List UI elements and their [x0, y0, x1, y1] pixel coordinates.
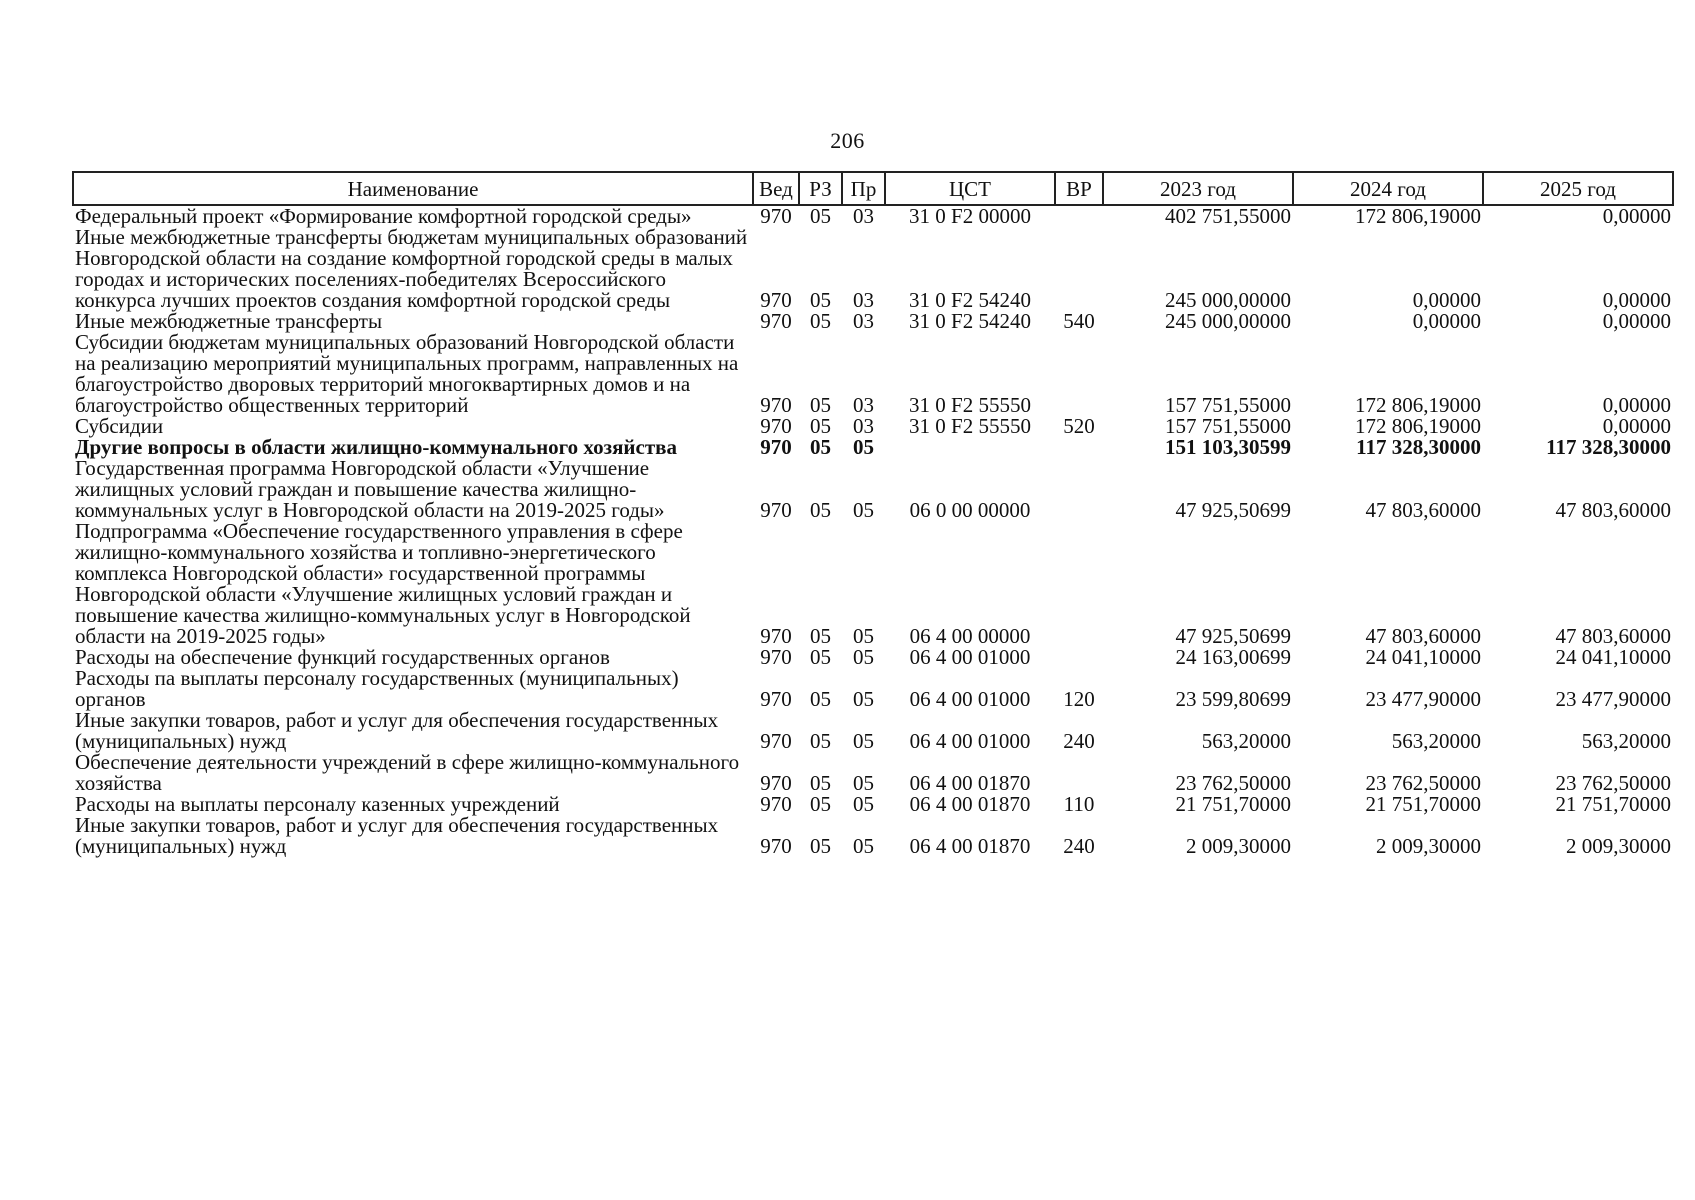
row-cst: 31 0 F2 00000 — [909, 204, 1031, 228]
row-vr — [1055, 332, 1103, 416]
row-pr: 03 — [853, 393, 874, 417]
table-row — [73, 752, 1673, 794]
row-amount-2023: 24 163,00699 — [1175, 645, 1291, 669]
row-amount-2025: 21 751,70000 — [1555, 792, 1671, 816]
row-amount-2023: 157 751,55000 — [1165, 414, 1291, 438]
row-rz: 05 — [810, 729, 831, 753]
row-vr: 120 — [1063, 687, 1095, 711]
table-row — [73, 227, 1673, 311]
row-amount-2024: 23 762,50000 — [1365, 771, 1481, 795]
row-vr: 240 — [1063, 729, 1095, 753]
row-rz: 05 — [810, 309, 831, 333]
row-ved: 970 — [760, 624, 792, 648]
row-amount-2024: 0,00000 — [1412, 309, 1481, 333]
budget-table — [72, 171, 1674, 857]
row-rz: 05 — [810, 771, 831, 795]
table-row — [73, 794, 1673, 815]
row-cst: 31 0 F2 55550 — [909, 393, 1031, 417]
row-pr: 03 — [853, 288, 874, 312]
row-vr — [1055, 647, 1103, 668]
row-amount-2025: 563,20000 — [1581, 729, 1671, 753]
row-amount-2024: 47 803,60000 — [1365, 624, 1481, 648]
row-vr — [1055, 521, 1103, 647]
column-header-ved: Вед — [753, 172, 799, 205]
row-rz: 05 — [810, 393, 831, 417]
header-row — [73, 172, 1673, 205]
row-name: Расходы на выплаты персоналу казенных учреждений — [75, 792, 560, 816]
row-ved: 970 — [760, 393, 792, 417]
row-pr: 05 — [853, 792, 874, 816]
row-amount-2025: 47 803,60000 — [1555, 624, 1671, 648]
row-cst: 06 4 00 01000 — [909, 687, 1031, 711]
row-pr: 05 — [853, 834, 874, 858]
row-amount-2025: 117 328,30000 — [1546, 435, 1671, 459]
row-name: Государственная программа Новгородской области «Улучшение жилищных условий граждан и повышение качества жилищно-коммунальных услуг в Новгородской области на 2019-2025 годы» — [75, 456, 665, 522]
row-ved: 970 — [760, 645, 792, 669]
table-row — [73, 815, 1673, 857]
row-amount-2025: 23 477,90000 — [1555, 687, 1671, 711]
row-pr: 05 — [853, 624, 874, 648]
row-amount-2024: 47 803,60000 — [1365, 498, 1481, 522]
row-name: Субсидии — [75, 414, 164, 438]
row-name: Подпрограмма «Обеспечение государственного управления в сфере жилищно-коммунального хозяйства и топливно-энергетического комплекса Новгородской области» государственной программы Новгородской области «Улучшение жилищных условий граждан и повышение качества жилищно-коммунальных услуг в Новгородской области на 2019-2025 годы» — [75, 519, 691, 648]
row-amount-2024: 172 806,19000 — [1355, 393, 1481, 417]
row-name: Федеральный проект «Формирование комфортной городской среды» — [75, 204, 692, 228]
row-cst: 06 4 00 01870 — [909, 771, 1031, 795]
row-amount-2025: 24 041,10000 — [1555, 645, 1671, 669]
row-amount-2025: 23 762,50000 — [1555, 771, 1671, 795]
row-ved: 970 — [760, 288, 792, 312]
row-amount-2023: 23 762,50000 — [1175, 771, 1291, 795]
row-cst: 31 0 F2 54240 — [909, 309, 1031, 333]
row-vr: 110 — [1063, 792, 1095, 816]
row-cst: 31 0 F2 54240 — [909, 288, 1031, 312]
row-amount-2023: 2 009,30000 — [1186, 834, 1291, 858]
row-pr: 05 — [853, 687, 874, 711]
row-amount-2023: 245 000,00000 — [1165, 288, 1291, 312]
row-rz: 05 — [810, 288, 831, 312]
row-amount-2025: 2 009,30000 — [1566, 834, 1671, 858]
row-pr: 05 — [853, 771, 874, 795]
column-header-pr: Пр — [842, 172, 885, 205]
row-name: Иные закупки товаров, работ и услуг для обеспечения государственных (муниципальных) нужд — [75, 813, 719, 858]
row-rz: 05 — [810, 414, 831, 438]
row-vr — [1055, 752, 1103, 794]
row-amount-2025: 0,00000 — [1602, 288, 1671, 312]
table-row — [73, 416, 1673, 437]
row-cst: 06 4 00 01870 — [909, 792, 1031, 816]
row-amount-2024: 0,00000 — [1412, 288, 1481, 312]
row-rz: 05 — [810, 687, 831, 711]
page-number: 206 — [830, 128, 865, 153]
row-ved: 970 — [760, 771, 792, 795]
column-header-vr: ВР — [1055, 172, 1103, 205]
row-cst: 06 4 00 01000 — [909, 729, 1031, 753]
row-pr: 05 — [853, 498, 874, 522]
row-amount-2023: 47 925,50699 — [1175, 624, 1291, 648]
row-amount-2023: 157 751,55000 — [1165, 393, 1291, 417]
row-amount-2024: 21 751,70000 — [1365, 792, 1481, 816]
row-vr — [1055, 458, 1103, 521]
row-ved: 970 — [760, 792, 792, 816]
row-ved: 970 — [760, 414, 792, 438]
row-cst: 06 4 00 01870 — [909, 834, 1031, 858]
row-vr: 520 — [1063, 414, 1095, 438]
row-rz: 05 — [810, 435, 831, 459]
row-amount-2024: 172 806,19000 — [1355, 204, 1481, 228]
column-header-name: Наименование — [73, 172, 753, 205]
table-row — [73, 458, 1673, 521]
row-name: Обеспечение деятельности учреждений в сфере жилищно-коммунального хозяйства — [75, 750, 740, 795]
table-row — [73, 205, 1673, 227]
table-row — [73, 437, 1673, 458]
row-name: Иные закупки товаров, работ и услуг для обеспечения государственных (муниципальных) нужд — [75, 708, 719, 753]
row-amount-2023: 151 103,30599 — [1165, 435, 1291, 459]
row-amount-2024: 2 009,30000 — [1376, 834, 1481, 858]
row-cst — [885, 437, 1055, 458]
row-amount-2024: 117 328,30000 — [1356, 435, 1481, 459]
row-amount-2023: 245 000,00000 — [1165, 309, 1291, 333]
column-header-2025: 2025 год — [1483, 172, 1673, 205]
row-amount-2024: 563,20000 — [1391, 729, 1481, 753]
row-ved: 970 — [760, 498, 792, 522]
row-pr: 03 — [853, 309, 874, 333]
row-amount-2025: 0,00000 — [1602, 204, 1671, 228]
row-ved: 970 — [760, 687, 792, 711]
row-cst: 06 4 00 00000 — [909, 624, 1031, 648]
row-amount-2024: 23 477,90000 — [1365, 687, 1481, 711]
table-row — [73, 710, 1673, 752]
row-ved: 970 — [760, 834, 792, 858]
table-row — [73, 332, 1673, 416]
row-rz: 05 — [810, 204, 831, 228]
row-ved: 970 — [760, 729, 792, 753]
row-pr: 05 — [853, 729, 874, 753]
row-cst: 06 0 00 00000 — [909, 498, 1031, 522]
row-ved: 970 — [760, 309, 792, 333]
row-rz: 05 — [810, 498, 831, 522]
row-name: Иные межбюджетные трансферты — [75, 309, 383, 333]
row-amount-2024: 172 806,19000 — [1355, 414, 1481, 438]
row-vr: 240 — [1063, 834, 1095, 858]
table-row — [73, 647, 1673, 668]
row-amount-2023: 23 599,80699 — [1175, 687, 1291, 711]
table-row — [73, 311, 1673, 332]
row-amount-2023: 402 751,55000 — [1165, 204, 1291, 228]
row-name: Расходы на обеспечение функций государственных органов — [75, 645, 610, 669]
row-cst: 06 4 00 01000 — [909, 645, 1031, 669]
row-name: Другие вопросы в области жилищно-коммунального хозяйства — [75, 435, 678, 459]
row-rz: 05 — [810, 624, 831, 648]
column-header-rz: РЗ — [799, 172, 842, 205]
row-amount-2023: 21 751,70000 — [1175, 792, 1291, 816]
table-row — [73, 521, 1673, 647]
row-ved: 970 — [760, 435, 792, 459]
row-amount-2023: 563,20000 — [1201, 729, 1291, 753]
row-pr: 05 — [853, 645, 874, 669]
row-ved: 970 — [760, 204, 792, 228]
row-amount-2025: 47 803,60000 — [1555, 498, 1671, 522]
row-amount-2025: 0,00000 — [1602, 393, 1671, 417]
row-vr — [1055, 227, 1103, 311]
row-rz: 05 — [810, 645, 831, 669]
row-vr: 540 — [1063, 309, 1095, 333]
column-header-2023: 2023 год — [1103, 172, 1293, 205]
row-amount-2023: 47 925,50699 — [1175, 498, 1291, 522]
row-vr — [1055, 437, 1103, 458]
row-vr — [1055, 205, 1103, 227]
column-header-cst: ЦСТ — [885, 172, 1055, 205]
row-rz: 05 — [810, 792, 831, 816]
row-name: Субсидии бюджетам муниципальных образований Новгородской области на реализацию мероприятий муниципальных программ, направленных на благоустройство дворовых территорий многоквартирных домов и на благоустройство общественных территорий — [75, 330, 739, 417]
table-body — [73, 205, 1673, 857]
row-name: Расходы па выплаты персоналу государственных (муниципальных) органов — [75, 666, 679, 711]
row-rz: 05 — [810, 834, 831, 858]
row-pr: 03 — [853, 414, 874, 438]
column-header-2024: 2024 год — [1293, 172, 1483, 205]
row-amount-2025: 0,00000 — [1602, 414, 1671, 438]
row-amount-2024: 24 041,10000 — [1365, 645, 1481, 669]
row-pr: 05 — [853, 435, 874, 459]
row-name: Иные межбюджетные трансферты бюджетам муниципальных образований Новгородской области на создание комфортной городской среды в малых городах и исторических поселениях-победителях Всероссийского конкурса лучших проектов создания комфортной городской среды — [75, 225, 748, 312]
table-row — [73, 668, 1673, 710]
row-cst: 31 0 F2 55550 — [909, 414, 1031, 438]
row-amount-2025: 0,00000 — [1602, 309, 1671, 333]
row-pr: 03 — [853, 204, 874, 228]
